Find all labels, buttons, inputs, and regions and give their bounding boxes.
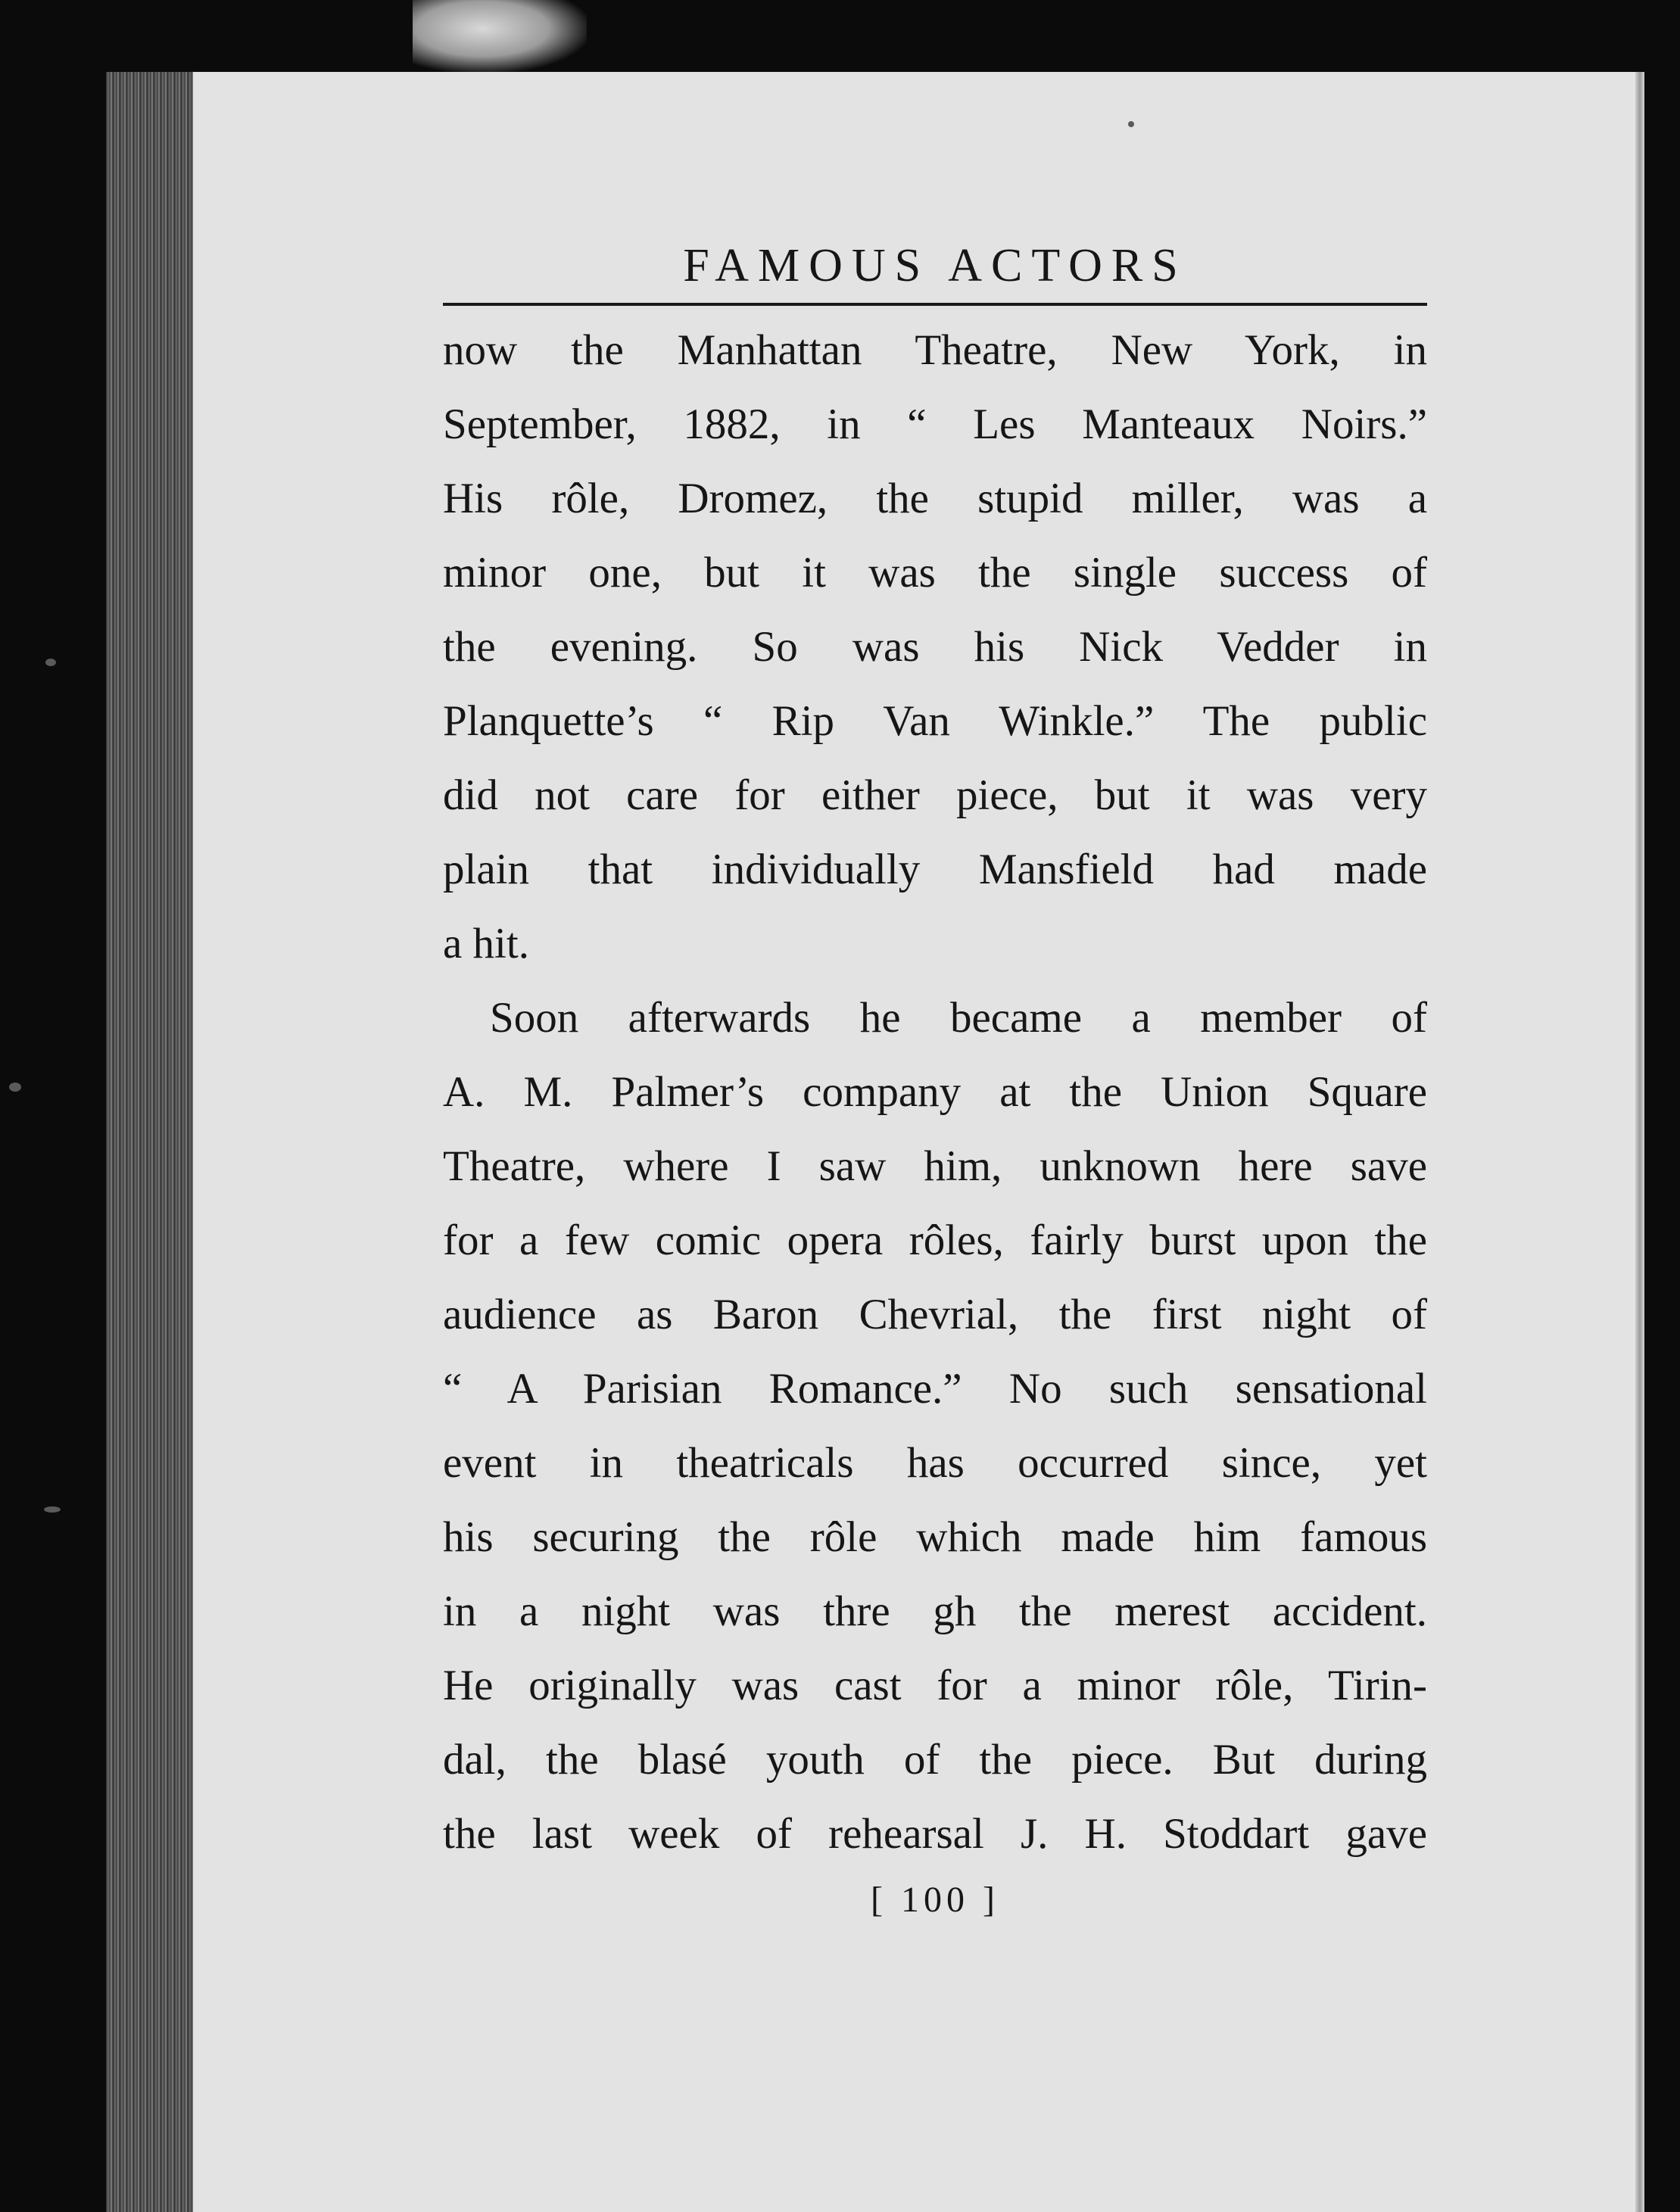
dust-speck xyxy=(44,1506,61,1513)
text-line: event in theatricals has occurred since, yet xyxy=(443,1439,1427,1487)
text-line: He originally was cast for a minor rôle, Tirin- xyxy=(443,1662,1427,1709)
dust-speck xyxy=(9,1083,21,1092)
dust-speck xyxy=(1128,121,1134,127)
scan-border-right xyxy=(1644,72,1680,2212)
running-head: FAMOUS ACTORS xyxy=(683,240,1187,291)
text-line: audience as Baron Chevrial, the first night of xyxy=(443,1291,1427,1338)
text-line: a hit. xyxy=(443,920,529,967)
text-line: did not care for either piece, but it was very xyxy=(443,771,1427,819)
page-number: [ 100 ] xyxy=(871,1880,999,1920)
text-line: Soon afterwards he became a member of xyxy=(490,994,1427,1042)
text-line: the evening. So was his Nick Vedder in xyxy=(443,623,1427,671)
page-content xyxy=(443,227,1427,1921)
text-line: Planquette’s “ Rip Van Winkle.” The public xyxy=(443,697,1427,745)
text-line: in a night was thre gh the merest accident. xyxy=(443,1587,1427,1635)
text-line: Theatre, where I saw him, unknown here save xyxy=(443,1142,1427,1190)
text-line: his securing the rôle which made him famous xyxy=(443,1513,1427,1561)
page-stack-edge xyxy=(106,72,193,2212)
page-right-edge xyxy=(1635,72,1644,2212)
text-line: now the Manhattan Theatre, New York, in xyxy=(443,326,1427,374)
text-line: plain that individually Mansfield had made xyxy=(443,846,1427,893)
torn-paper-scrap xyxy=(413,0,587,72)
text-line: the last week of rehearsal J. H. Stoddart gave xyxy=(443,1810,1427,1858)
text-line: for a few comic opera rôles, fairly burst upon the xyxy=(443,1217,1427,1264)
text-line: “ A Parisian Romance.” No such sensational xyxy=(443,1365,1427,1413)
text-line: dal, the blasé youth of the piece. But during xyxy=(443,1736,1427,1784)
dust-speck xyxy=(45,659,56,666)
text-line: minor one, but it was the single success of xyxy=(443,549,1427,597)
body-text xyxy=(443,313,1427,1871)
text-line: September, 1882, in “ Les Manteaux Noirs.” xyxy=(443,400,1427,448)
text-line: His rôle, Dromez, the stupid miller, was a xyxy=(443,475,1427,522)
text-line: A. M. Palmer’s company at the Union Square xyxy=(443,1068,1427,1116)
header-rule xyxy=(443,303,1427,306)
